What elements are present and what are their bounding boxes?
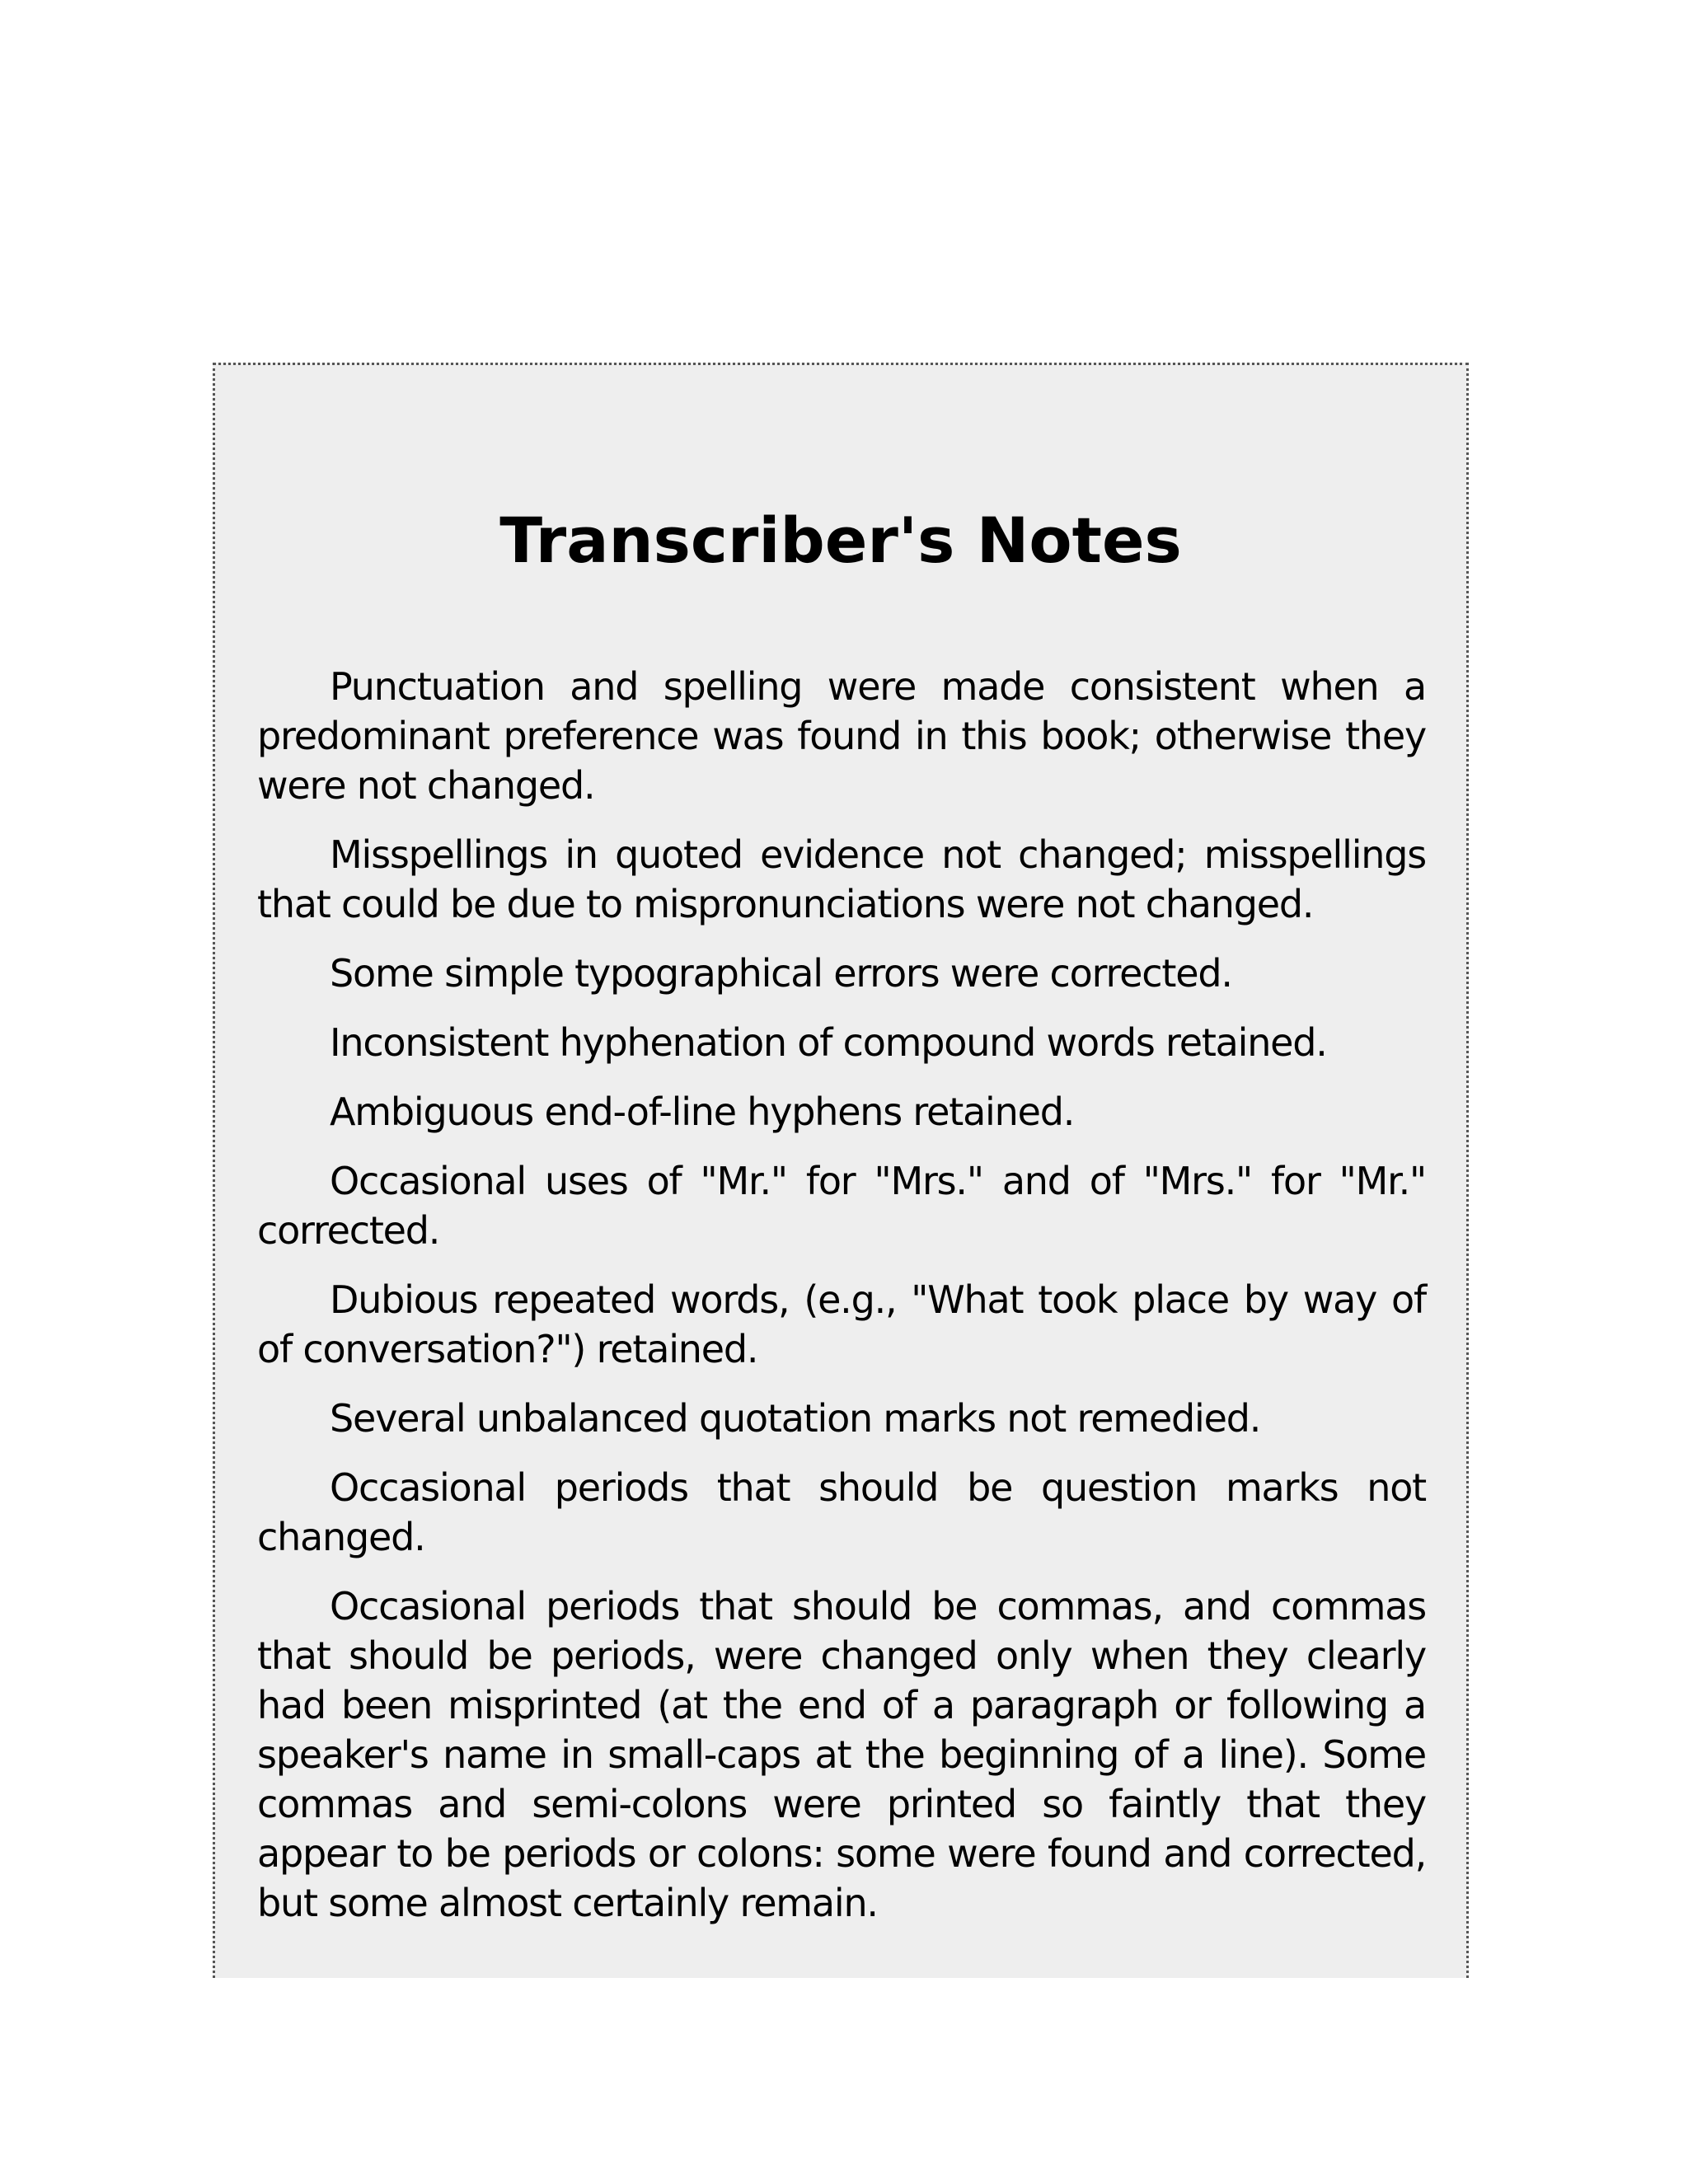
- note-paragraph: Punctuation and spelling were made consistent when a predominant preference was found in this book; otherwise they were not changed.: [257, 664, 1426, 808]
- note-paragraph: Ambiguous end-of-line hyphens retained.: [330, 1090, 1075, 1134]
- notes-title: Transcriber's Notes: [499, 504, 1182, 577]
- note-paragraph: Dubious repeated words, (e.g., "What took place by way of of conversation?") retained.: [257, 1277, 1426, 1371]
- note-paragraph: Inconsistent hyphenation of compound words retained.: [330, 1020, 1327, 1065]
- transcribers-notes-box: [213, 363, 1469, 1978]
- note-paragraph: Some simple typographical errors were corrected.: [330, 951, 1232, 996]
- note-paragraph: Several unbalanced quotation marks not remedied.: [330, 1396, 1261, 1441]
- note-paragraph: Misspellings in quoted evidence not changed; misspellings that could be due to mispronunciations were not changed.: [257, 832, 1426, 926]
- note-paragraph: Occasional uses of "Mr." for "Mrs." and of "Mrs." for "Mr." corrected.: [257, 1159, 1426, 1253]
- note-paragraph: Occasional periods that should be commas, and commas that should be periods, were changed only when they clearly had been misprinted (at the end of a paragraph or following a speaker's name in small-caps at the beginning of a line). Some commas and semi-colons were printed so faintly that they appear to be periods or colons: some were found and corrected, but some almost certainly remain.: [257, 1584, 1426, 1925]
- notes-body: [257, 662, 1426, 1947]
- note-paragraph: Occasional periods that should be question marks not changed.: [257, 1465, 1426, 1559]
